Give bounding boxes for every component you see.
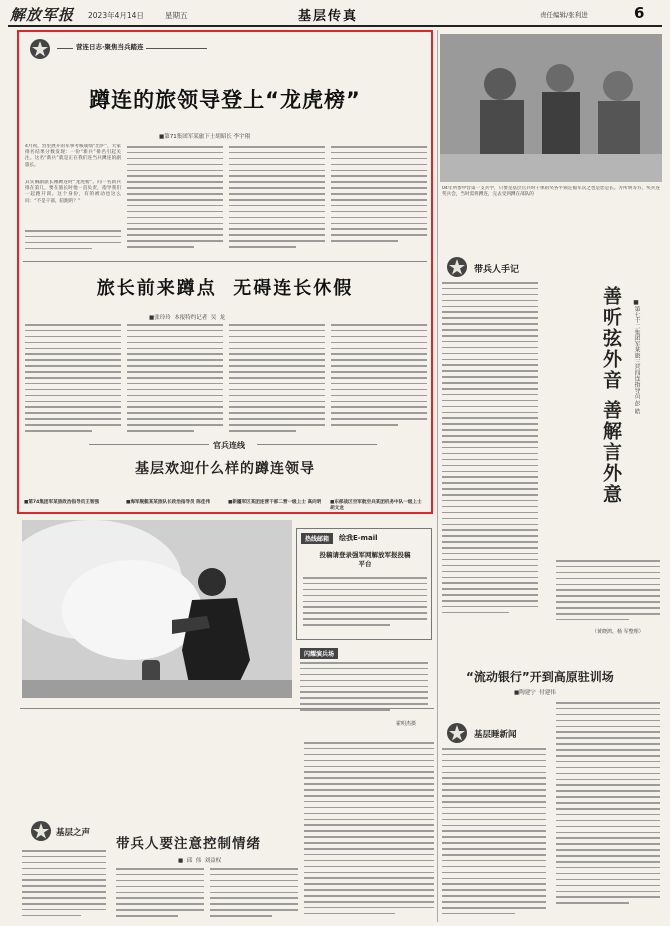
- news-body: [442, 748, 546, 922]
- bank-body: [556, 702, 660, 922]
- military-star-badge-icon: [29, 38, 51, 60]
- vertical-byline: ■第七十二集团军某旅三营四连指导员 彭 皓: [633, 300, 639, 415]
- bottom-column-title: 基层之声: [56, 828, 91, 838]
- featured-body-column-2: [127, 146, 223, 256]
- right-photo: [440, 34, 662, 182]
- second-body-column-3: [229, 324, 325, 436]
- letters-row: [20, 496, 430, 512]
- page-editor: 责任编辑/张利进: [540, 11, 588, 19]
- bank-headline: “流动银行”开到高原驻训场: [466, 670, 614, 684]
- column-tag-rule-right: [257, 444, 377, 445]
- flash-label: 闪耀演兵场: [300, 648, 338, 659]
- letter-title-4: ■东部战区空军航空兵某团机务中队一级上士 胡文龙: [330, 500, 422, 511]
- third-headline: 基层欢迎什么样的蹲连领导: [135, 461, 315, 477]
- firefighter-photo: [22, 520, 292, 698]
- flash-credit: 霍明杰摄: [396, 721, 417, 727]
- masthead: [0, 0, 670, 28]
- featured-headline: 蹲连的旅领导登上“龙虎榜”: [89, 88, 361, 112]
- news-column-title: 基层睡新闻: [474, 730, 517, 740]
- bottom-body-column-3: [304, 742, 434, 922]
- letter-title-2: ■海军舰艇某某旅队长政治指导员 陈佳伟: [126, 500, 211, 505]
- issue-weekday: 星期五: [165, 11, 188, 20]
- bottom-badge-icon: [30, 820, 52, 842]
- bottom-body-column-1: [116, 868, 204, 922]
- letter-title-3: ■新疆军区某团连营干部二营一级上士 高向明: [228, 500, 322, 505]
- letter-title-1: ■第74集团军某旅政治指导员王智强: [24, 500, 100, 505]
- issue-date: 2023年4月14日: [88, 11, 144, 20]
- column-tag-rule-left: [89, 444, 209, 445]
- bottom-left-body: [22, 850, 106, 922]
- right-article-credit: （黄晓鸿、杨 军整理）: [592, 629, 644, 635]
- featured-article-box: [17, 30, 433, 514]
- right-body-column-1: [442, 282, 538, 628]
- featured-byline: ■第71集团军某旅下士胡昭长 李宇翔: [159, 134, 250, 140]
- featured-body-column-4: [331, 146, 427, 256]
- page-number: 6: [634, 4, 645, 22]
- second-body-column-4: [331, 324, 427, 436]
- bottom-divider: [20, 708, 434, 709]
- featured-paragraph-2: 其实胸副旅长刚蹲连时“龙虎榜”。问一名新兵排在第几，要在旅长时他一直负责，指导我们一起跑开训。这个身份，有的被动也这么问：“不是干部，陪跑的？”: [25, 180, 121, 204]
- masthead-rule: [8, 25, 662, 27]
- mailbox-body: [303, 577, 427, 631]
- second-headline: 旅长前来蹲点 无碍连长休假: [96, 278, 354, 299]
- section-divider: [23, 261, 427, 262]
- second-body-column-2: [127, 324, 223, 436]
- vertical-title: 善听弦外音 善解言外意: [600, 286, 622, 505]
- second-body-column-1: [25, 324, 121, 436]
- right-body-column-2: [556, 560, 660, 626]
- column-rule-main: [437, 30, 438, 922]
- featured-kicker: 营连日志·聚焦当兵踏连: [73, 42, 146, 51]
- right-column-title: 带兵人手记: [474, 265, 520, 275]
- newspaper-logo: 解放军报: [10, 6, 75, 24]
- featured-body-column-1: [25, 230, 121, 254]
- mailbox-label: 热线邮箱: [301, 533, 333, 544]
- bank-byline: ■陶建宁 付建伟: [514, 690, 556, 696]
- bottom-byline: ■ 邱 伟 刘益权: [178, 858, 222, 864]
- page-section-title: 基层传真: [298, 9, 359, 24]
- news-badge-icon: [446, 722, 468, 744]
- flash-column: [296, 646, 434, 734]
- bottom-headline: 带兵人要注意控制情绪: [116, 836, 261, 852]
- column-badge-icon: [446, 256, 468, 278]
- mailbox-text: 投稿请登录强军网解放军报投稿平台: [319, 551, 411, 568]
- featured-paragraph-1: 4月初，营里展开的军事考核成绩“出炉”，大家排名结果分数发现：一份“新兵”排名引起关注。这名“新兵”就是正在我们连当兵蹲连的副旅长。: [25, 144, 121, 168]
- column-tag: 官兵连线: [213, 441, 245, 450]
- featured-body-column-3: [229, 146, 325, 256]
- bottom-body-column-2: [210, 868, 298, 922]
- mailbox-email: 绘我E-mail: [339, 534, 378, 542]
- right-photo-caption: 04年所参中营第一支兵学，只要是基层官兵时干体的奖各平频定福军次之也是您是长。方所明等方、奖兵连奖兵会，当时需将蹲连，完去受到蹲在部队的: [442, 186, 660, 198]
- mailbox-box: [296, 528, 432, 640]
- second-byline: ■张玲玲 本报特约记者 吴 龙: [149, 315, 226, 321]
